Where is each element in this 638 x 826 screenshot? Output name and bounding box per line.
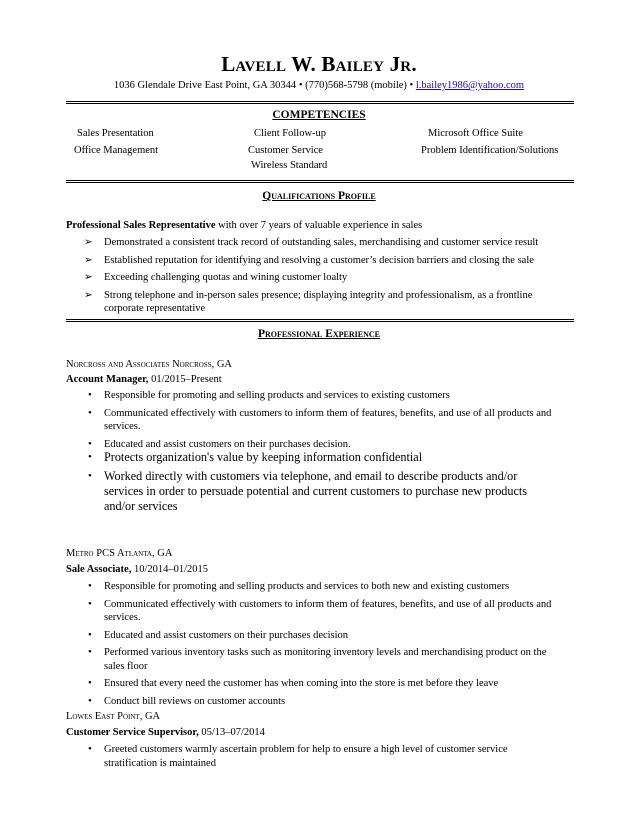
list-item: • Communicated effectively with customers to inform them of features, benefits, and use of all products and services.: [88, 406, 552, 432]
bullet-icon: •: [88, 694, 92, 707]
job-duties-list: [88, 743, 550, 774]
competency-item: Problem Identification/Solutions: [421, 145, 559, 156]
list-item: • Educated and assist customers on their purchases decision: [88, 628, 349, 641]
bullet-icon: •: [88, 628, 92, 641]
job-role: Sale Associate,: [66, 564, 132, 575]
bullet-icon: •: [88, 580, 92, 592]
bullet-icon: •: [88, 646, 92, 658]
competency-item: Microsoft Office Suite: [428, 128, 523, 139]
list-item: • Protects organization's value by keeping information confidential: [88, 450, 423, 464]
bullet-icon: •: [88, 406, 92, 419]
phone: (770)568-5798 (mobile): [305, 80, 407, 91]
lead-text: with over 7 years of valuable experience in sales: [215, 220, 423, 231]
qualifications-lead: [66, 219, 586, 233]
section-divider: [66, 319, 574, 322]
bullet-icon: •: [88, 470, 92, 482]
competency-item: Office Management: [74, 145, 159, 156]
section-divider: [66, 101, 574, 104]
competencies-heading: COMPETENCIES: [272, 109, 366, 121]
competency-item: Client Follow-up: [254, 128, 327, 139]
list-item: • Worked directly with customers via telephone, and email to describe products and/or services in order to persuade potential and current customers to purchase new products and/or services: [88, 469, 528, 513]
bullet-icon: •: [88, 677, 92, 689]
arrow-bullet-icon: ➢: [84, 272, 93, 283]
qualifications-list: [84, 236, 570, 320]
arrow-bullet-icon: ➢: [84, 289, 93, 301]
company-name: Norcross and Associates Norcross, GA: [66, 359, 232, 370]
job-duties-list: [88, 580, 566, 712]
list-item: ➢ Demonstrated a consistent track record of outstanding sales, merchandising and customer service result: [84, 237, 539, 248]
bullet-icon: •: [88, 437, 92, 450]
bullet-separator: •: [298, 80, 303, 91]
job-dates: 05/13–07/2014: [198, 727, 265, 738]
list-item: • Conduct bill reviews on customer accounts: [88, 694, 286, 707]
competency-item: Sales Presentation: [77, 128, 154, 139]
arrow-bullet-icon: ➢: [84, 254, 93, 266]
job-dates: 01/2015–Present: [148, 374, 222, 385]
job-dates: 10/2014–01/2015: [131, 564, 209, 575]
list-item: • Communicated effectively with customers to inform them of features, benefits, and use of all products and services.: [88, 597, 552, 623]
job-duties-list: [88, 450, 550, 518]
address: 1036 Glendale Drive East Point, GA 30344: [113, 80, 297, 91]
bullet-icon: •: [88, 389, 92, 401]
job-title-line: [66, 726, 586, 740]
list-item: • Greeted customers warmly ascertain problem for help to ensure a high level of customer service stratification is maintained: [88, 743, 508, 769]
company-name: Metro PCS Atlanta, GA: [66, 548, 173, 559]
list-item: ➢ Strong telephone and in-person sales presence; displaying integrity and professionalism, as a frontline corporate representative: [84, 289, 533, 314]
contact-line: [0, 80, 638, 91]
list-item: ➢ Established reputation for identifying and resolving a customer’s decision barriers and closing the sale: [84, 254, 534, 266]
list-item: • Responsible for promoting and selling products and services to existing customers: [88, 389, 450, 401]
job-title-line: [66, 373, 586, 387]
list-item: ➢ Exceeding challenging quotas and wining customer loalty: [84, 272, 348, 283]
bullet-icon: •: [88, 743, 92, 755]
list-item: • Responsible for promoting and selling products and services to both new and existing customers: [88, 580, 510, 592]
arrow-bullet-icon: ➢: [84, 237, 93, 248]
company-name: Lowes East Point, GA: [66, 711, 161, 722]
list-item: • Performed various inventory tasks such as monitoring inventory levels and merchandising product on the sales floor: [88, 646, 547, 672]
bullet-separator: •: [409, 80, 414, 91]
candidate-name: Lavell W. Bailey Jr.: [221, 52, 417, 76]
section-divider: [66, 180, 574, 183]
list-item: • Ensured that every need the customer has when coming into the store is met before they leave: [88, 677, 499, 689]
bullet-icon: •: [88, 597, 92, 610]
competency-item: Customer Service: [248, 145, 323, 156]
experience-heading: Professional Experience: [257, 328, 381, 340]
qualifications-heading: Qualifications Profile: [262, 190, 376, 202]
email-link[interactable]: l.bailey1986@yahoo.com: [415, 80, 525, 91]
bullet-icon: •: [88, 451, 92, 463]
competency-item: Wireless Standard: [251, 160, 328, 171]
job-duties-list: [88, 389, 566, 455]
job-role: Account Manager,: [66, 374, 149, 385]
job-role: Customer Service Supervisor,: [66, 727, 199, 738]
job-title-line: [66, 563, 586, 577]
list-item: • Educated and assist customers on their purchases decision.: [88, 437, 351, 450]
lead-title: Professional Sales Representative: [66, 220, 216, 231]
